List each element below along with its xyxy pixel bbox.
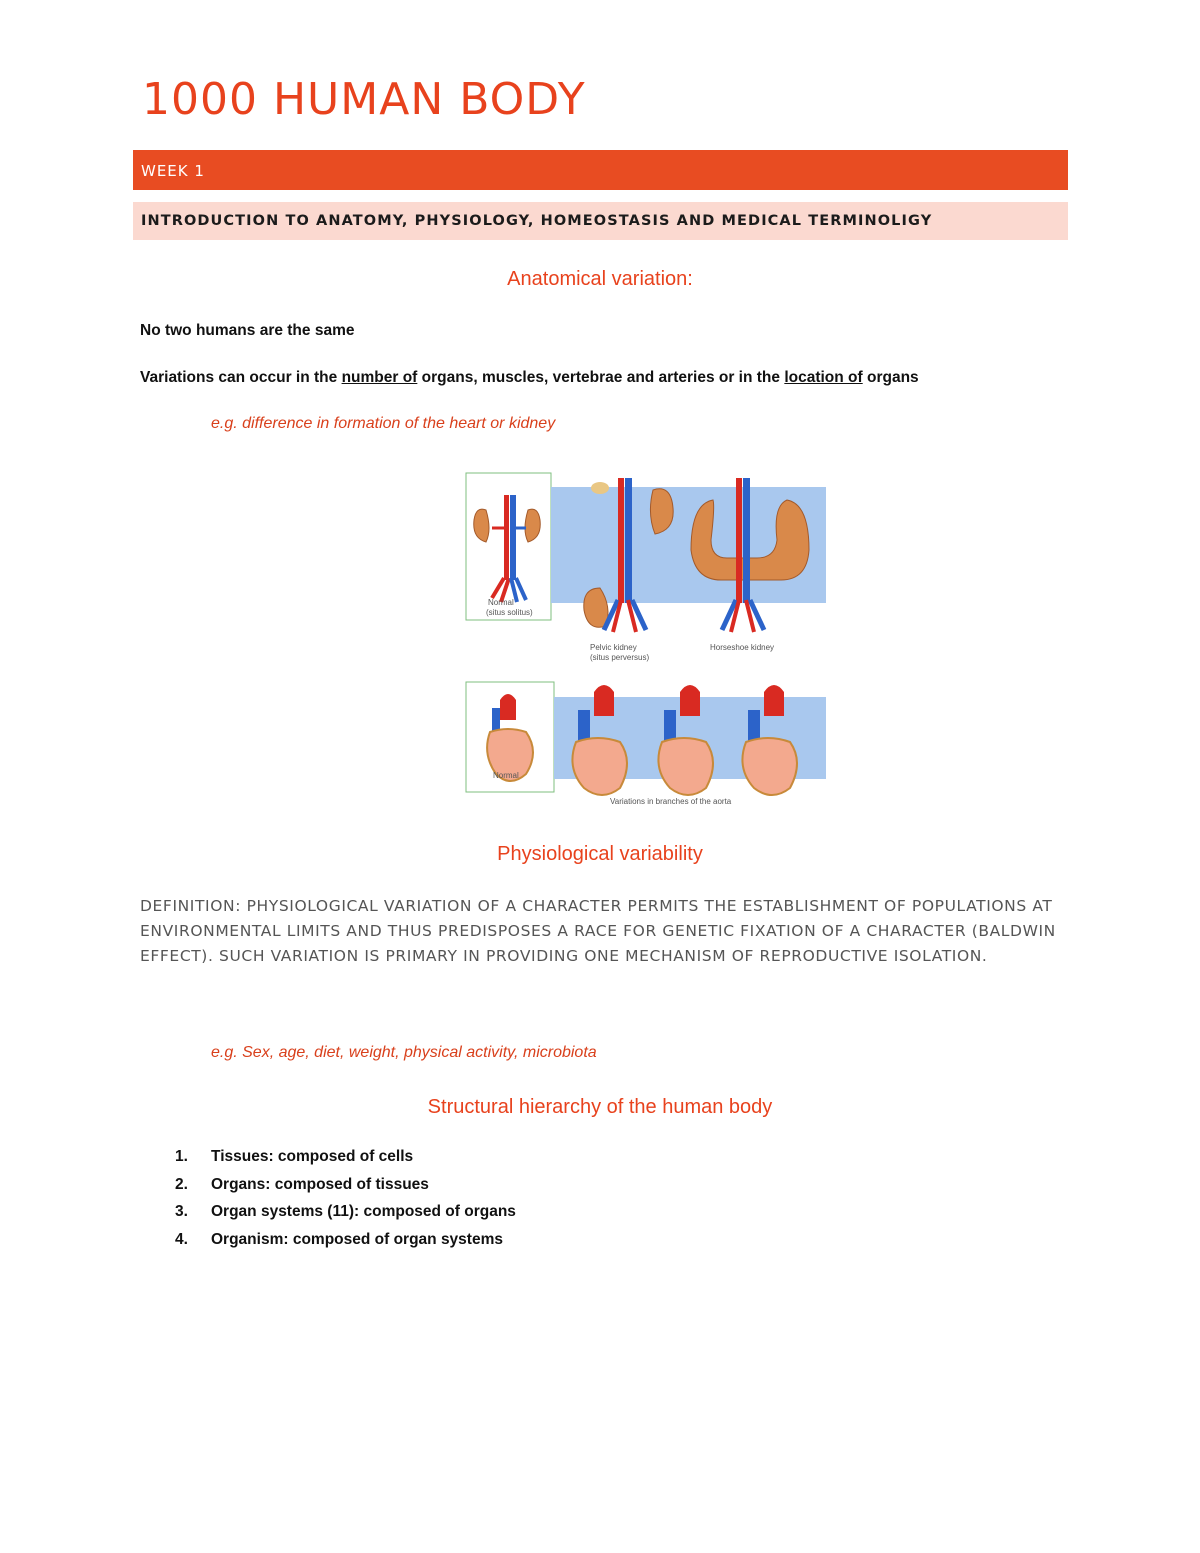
underlined-location-of: location of	[784, 369, 863, 386]
underlined-number-of: number of	[341, 369, 418, 386]
caption-kidney-normal: Normal	[488, 598, 514, 607]
list-item	[140, 1146, 516, 1174]
kidney-heart-illustration	[368, 460, 828, 812]
anatomical-line-2	[140, 369, 919, 387]
list-number: 2.	[175, 1175, 188, 1193]
list-text: Organism: composed of organ systems	[211, 1230, 503, 1248]
anatomical-example: e.g. difference in formation of the heart or kidney	[211, 415, 556, 432]
physiological-variability-heading: Physiological variability	[497, 843, 703, 865]
caption-horseshoe-kidney: Horseshoe kidney	[710, 643, 775, 652]
structural-hierarchy-heading: Structural hierarchy of the human body	[427, 1096, 773, 1118]
physiological-example: e.g. Sex, age, diet, weight, physical activity, microbiota	[211, 1044, 597, 1061]
list-item	[140, 1229, 516, 1257]
anatomical-variation-heading: Anatomical variation:	[507, 268, 693, 290]
anatomical-line-1: No two humans are the same	[140, 322, 355, 339]
week-label: WEEK 1	[141, 162, 205, 180]
caption-pelvic-kidney: Pelvic kidney	[590, 643, 637, 652]
list-text: Tissues: composed of cells	[211, 1148, 414, 1165]
list-number: 4.	[175, 1230, 188, 1248]
line2-text-b: organs, muscles, vertebrae and arteries or in the	[417, 369, 785, 386]
list-number: 3.	[175, 1203, 188, 1220]
horseshoe-kidney-drawing	[691, 478, 809, 632]
physiological-definition: DEFINITION: PHYSIOLOGICAL VARIATION OF A CHARACTER PERMITS THE ESTABLISHMENT OF POPULATIONS AT ENVIRONMENTAL LIMITS AND THUS PREDISPOSES A RACE FOR GENETIC FIXATION OF A CHARACTER (BALDWIN EFFECT). SUCH VARIATION IS PRIMARY IN PROVIDING ONE MECHANISM OF REPRODUCTIVE ISOLATION.	[140, 897, 1056, 965]
caption-heart-normal: Normal	[493, 771, 519, 780]
list-item	[140, 1201, 516, 1229]
anatomical-variation-figure	[368, 460, 828, 812]
caption-kidney-normal-sub: (situs solitus)	[486, 608, 533, 617]
caption-aorta-variations: Variations in branches of the aorta	[610, 797, 732, 806]
week-banner	[133, 150, 1068, 190]
hierarchy-list	[140, 1146, 516, 1256]
topic-title: INTRODUCTION TO ANATOMY, PHYSIOLOGY, HOMEOSTASIS AND MEDICAL TERMINOLIGY	[141, 213, 933, 229]
list-item	[140, 1174, 516, 1202]
line2-text-c: organs	[862, 369, 919, 386]
document-title: 1000 HUMAN BODY	[142, 74, 586, 125]
list-text: Organ systems (11): composed of organs	[211, 1203, 516, 1220]
topic-banner	[133, 202, 1068, 240]
line2-text-a: Variations can occur in the	[140, 369, 342, 386]
caption-pelvic-kidney-sub: (situs perversus)	[590, 653, 650, 662]
list-number: 1.	[175, 1148, 188, 1165]
list-text: Organs: composed of tissues	[211, 1175, 429, 1193]
